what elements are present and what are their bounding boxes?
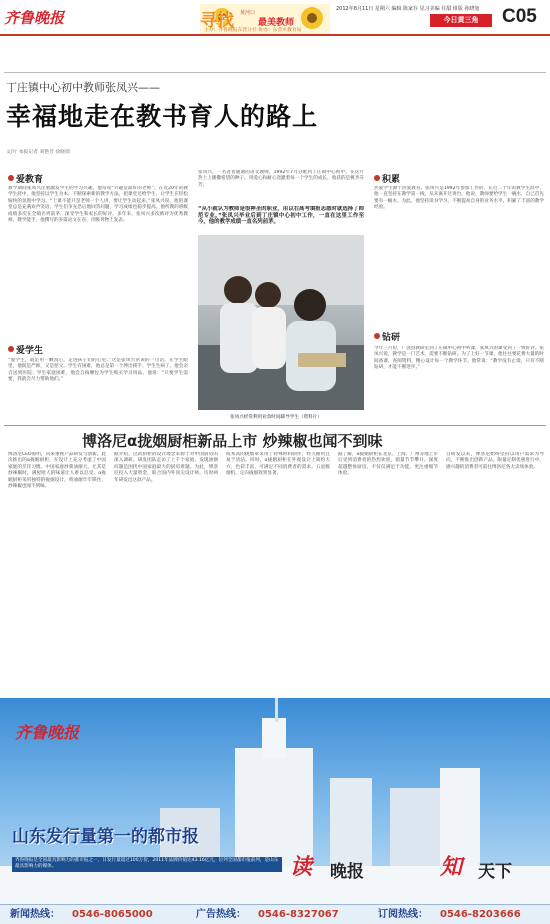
page-section-badge: 今日黄三角 [430, 14, 492, 27]
newspaper-logo: 齐鲁晚报 [4, 9, 65, 27]
subscription-hotline-label: 订阅热线： [378, 909, 428, 920]
advertorial-column: 博洛尼CEO蔡明，向来重视产品研发与创新。此次推出的α拢姻厨柜，在设计上充分考虑了中国家庭的烹饪习惯。中国家庭炒菜油烟大，尤其是炒辣椒时，满屋呛人的味道让人难以忍受。α拢姻厨柜采用独特的拢烟设计，将油烟牢牢锁住，炒辣椒也闻不到味。 [8, 452, 106, 490]
promo-brand-text: 天下 [478, 862, 512, 882]
promo-brand-char: 知 [440, 855, 463, 880]
advertorial-column: 据介绍，这款厨柜的设计理念来源于对中国厨房的深入调研。研发团队走访了上千个家庭，发现油烟问题是困扰中国家庭最大的厨房难题。为此，博洛尼投入大量资金，联合国内外顶尖设计师，历时两年研发出这款产品。 [114, 452, 218, 483]
page-header [0, 0, 550, 36]
advertorial-column: 成本高的拢烟罩采用了特殊材料制作，经久耐用且易于清洁。同时，α拢姻厨柜在外观设计上简约大方，色彩丰富，可满足不同消费者的需求。五星级烟机，定向拢烟效果显著。 [226, 452, 330, 477]
article-text-block: 教学期间张凤兴注重激发学生的学习兴趣，他常说“兴趣是最好的老师”。在近20年的教学生涯中，他坚持以学生为本，不断探索新的教学方法，把课堂还给学生，让学生在轻松愉快的氛围中学习。“上课不能只是老师一个人讲，要让学生动起来。”张凤兴说，他的课堂总是充满欢声笑语，学生们争先恐后地回答问题，学习成绩也稳步提高。他所教的班级成绩多次在全镇名列前茅，深受学生和家长的好评。多年来，张凤兴多次被评为优秀教师、教学能手，他撰写的多篇论文在省、市级刊物上发表。 [8, 186, 188, 224]
advertorial-column: 据了解，α拢姻厨柜在北京、上海、广州等地上市后受到消费者的热烈欢迎，销量节节攀升。深度超越整体厨房，不仅仅满足于功能，更注重细节体验。 [338, 452, 438, 477]
promo-description: 齐鲁晚报是全国最具影响力的都市报之一，日发行量超过100万份，2011年品牌价值达43.16亿元，位列全国都市报前列，是山东最具影响力的媒体。 [12, 857, 282, 872]
news-hotline-label: 新闻热线： [10, 909, 60, 920]
newspaper-promo-ad [0, 698, 550, 924]
ad-hotline-label: 广告热线： [196, 909, 246, 920]
article-text-block: “爱学生，就是用一颗真心，走进孩子们的心里。”这是张凤兴常说的一句话。在学生眼里，他既是严师，又是慈父。学生有困难，他总是第一个伸出援手；学生生病了，他会亲自送到医院；学生家庭困难，他会自掏腰包为学生购买学习用品。他说：“只要学生需要，我就会尽力帮助他们。” [8, 358, 188, 383]
subhead-love-education: 爱教育 [8, 172, 43, 185]
advertorial-headline: 博洛尼α拢姻厨柜新品上市 炒辣椒也闻不到味 [82, 432, 383, 450]
article-text-block: 热爱学生源于热爱教育。张凤兴是1992年参加工作的，在近二十年的教学生涯中，他一直坚持在教学第一线，从未离开过讲台。他说，教师要给学生一碗水，自己首先要有一桶水。为此，他坚持读书学习，不断提高自身的业务水平，积累了丰富的教学经验。 [374, 186, 544, 211]
promo-logo: 齐鲁晚报 [15, 723, 80, 742]
bullet-icon [374, 333, 380, 339]
article-intro: 张凤兴，一名普普通通的语文教师，1992年7月分配到丁庄镇中心初中，在这片热土上播撒希望的种子，用爱心和耐心浇灌着每一个学生的成长，收获的是桃李芬芳。 [198, 170, 364, 188]
section-subtitle: 最美教师 [258, 18, 295, 28]
city-skyline-icon [0, 698, 550, 924]
subhead-research: 钻研 [374, 330, 400, 343]
bullet-icon [8, 175, 14, 181]
news-hotline-number: 0546-8065000 [72, 909, 153, 920]
article-kicker: 丁庄镇中心初中教师张凤兴—— [6, 81, 160, 94]
divider [4, 425, 546, 426]
section-title: 寻找 [200, 11, 234, 31]
bullet-icon [374, 175, 380, 181]
promo-brand-char: 读 [290, 855, 313, 880]
bullet-icon [8, 346, 14, 352]
promo-brand-text: 晚报 [330, 862, 364, 882]
teacher-with-students-photo [198, 235, 364, 410]
article-text-block: 今年三月份，广饶县教研室到丁庄镇中心初中听课，张凤兴的课受到了一致好评。张凤兴说，教学是一门艺术，需要不断钻研。为了上好一节课，他往往要花费大量的时间备课，查阅资料，精心设计每一个教学环节。他常说：“教学没有止境，只有不断钻研，才能不断进步。” [374, 346, 544, 371]
article-byline: 文/片 本报记者 刘艳芳 徐晓瑞 [6, 150, 70, 155]
promo-slogan: 山东发行量第一的都市报 [12, 827, 199, 847]
article-quote: “从小就认为教师是很神圣的职业，用以右高考填报志愿时就选择了师范专业。”张凤兴毕业后到丁庄镇中心初中工作，一直在这里工作至今，他的教学成绩一直名列前茅。 [198, 206, 364, 226]
ad-hotline-number: 0546-8327067 [258, 909, 339, 920]
subhead-accumulate: 积累 [374, 172, 400, 185]
page-code: C05 [502, 6, 537, 27]
photo-illustration [198, 235, 364, 410]
photo-caption: 张凤兴经常利用业余时间辅导学生（资料片） [230, 415, 322, 420]
advertorial-column: 自研发以来，博洛尼始终坚持以用户需求为导向，不断推出创新产品。限量定制优惠进行中，感兴趣的消费者可前往博洛尼各大卖场体验。 [446, 452, 544, 470]
subhead-love-students: 爱学生 [8, 343, 43, 356]
section-tag: 黄河口 [240, 10, 256, 16]
divider [4, 72, 546, 73]
hotline-bar [0, 904, 550, 924]
section-organizer: 主办：齐鲁晚报东营分社 协办：东营市教育局 [204, 28, 302, 33]
dateline: 2012年8月11日 星期六 编辑 陈家存 见习美编 任甜 组版 孙晓旭 [336, 6, 480, 12]
article-headline: 幸福地走在教书育人的路上 [6, 102, 319, 131]
subscription-hotline-number: 0546-8203666 [440, 909, 521, 920]
